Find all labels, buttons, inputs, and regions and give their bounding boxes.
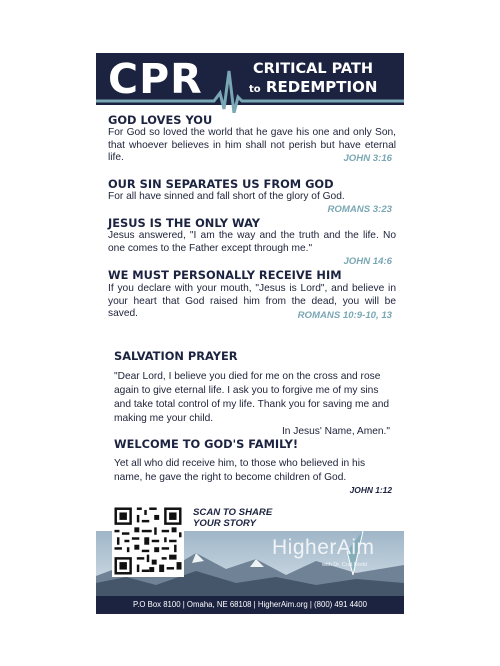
card-header — [96, 53, 404, 105]
welcome-heading: WELCOME TO GOD'S FAMILY! — [114, 437, 299, 451]
section-reference-romans-10: ROMANS 10:9-10, 13 — [297, 310, 392, 321]
scan-callout — [193, 507, 272, 529]
section-text-god-loves-you: For God so loved the world that he gave his one and only Son, that whoever believes in him shall not perish but have eternal life. — [108, 127, 396, 164]
welcome-reference: JOHN 1:12 — [349, 485, 392, 495]
scan-line2: YOUR STORY — [193, 518, 257, 529]
header-title-line2 — [249, 78, 377, 96]
welcome-text: Yet all who did receive him, to those who believed in his name, he gave the right to become children of God. — [114, 458, 366, 483]
prayer-closing: In Jesus' Name, Amen." — [281, 426, 390, 437]
section-text-only-way: Jesus answered, "I am the way and the truth and the life. No one comes to the Father except through me." — [108, 230, 396, 254]
prayer-heading: SALVATION PRAYER — [114, 349, 238, 363]
brand-logo-subtext: with Dr. Curt Dodd — [322, 562, 367, 568]
footer-contact: P.O Box 8100 | Omaha, NE 68108 | HigherAim.org | (800) 491 4400 — [96, 596, 404, 614]
section-text-receive-him-full: If you declare with your mouth, "Jesus is Lord", and believe in your heart that God raised him from the dead, you will be saved. — [108, 283, 396, 320]
cpr-acronym: CPR — [108, 55, 203, 103]
section-reference-romans-3-23: ROMANS 3:23 — [327, 204, 392, 215]
brand-logo-text: HigherAim — [272, 536, 375, 559]
scan-line1: SCAN TO SHARE — [193, 507, 273, 518]
section-heading-only-way: JESUS IS THE ONLY WAY — [108, 216, 261, 230]
header-title-line1: CRITICAL PATH — [253, 61, 374, 77]
section-reference-john-3-16: JOHN 3:16 — [343, 153, 392, 164]
cpr-card — [96, 53, 404, 614]
section-reference-john-14-6: JOHN 14:6 — [343, 256, 392, 267]
prayer-text: "Dear Lord, I believe you died for me on the cross and rose again to give eternal life. I ask you to forgive me of my sins and take total control of my life. Thank you for saving me and making me your child. — [114, 371, 390, 424]
section-heading-receive-him: WE MUST PERSONALLY RECEIVE HIM — [108, 268, 342, 282]
section-heading-sin-separates: OUR SIN SEPARATES US FROM GOD — [108, 177, 334, 191]
header-title-prefix: to — [249, 84, 261, 95]
section-heading-god-loves-you: GOD LOVES YOU — [108, 113, 213, 127]
header-title-main: REDEMPTION — [265, 78, 378, 96]
section-text-sin-separates: For all have sinned and fall short of the glory of God. — [108, 191, 345, 202]
qr-code[interactable] — [112, 505, 184, 577]
